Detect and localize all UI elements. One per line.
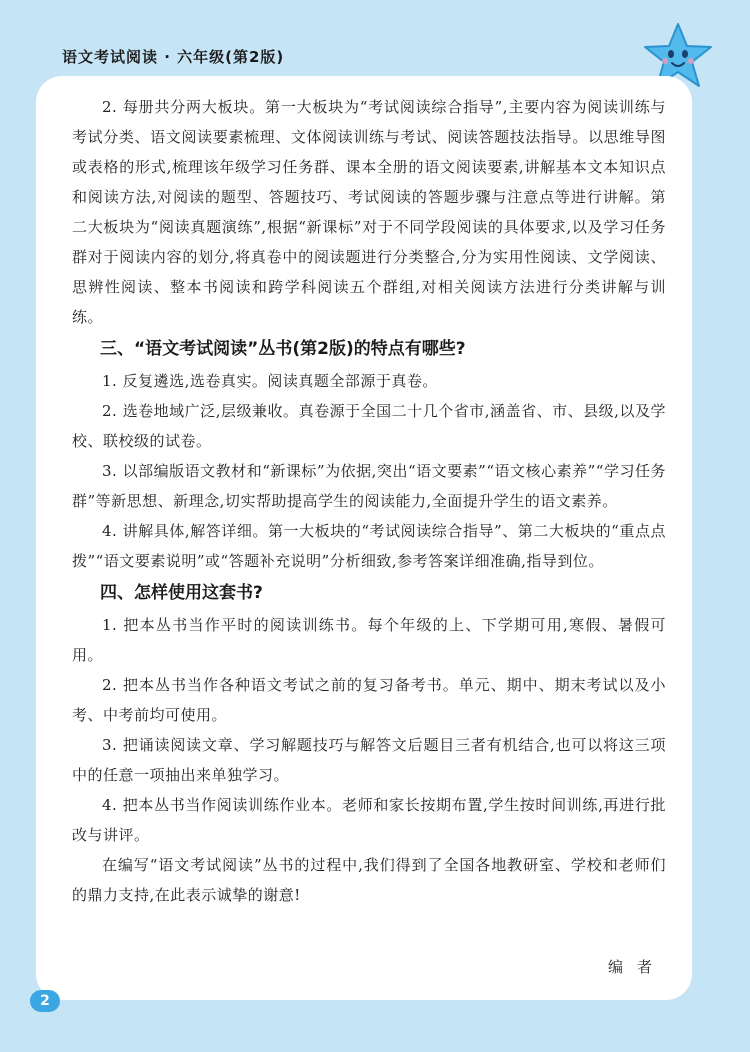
section-3-heading: 三、“语文考试阅读”丛书(第2版)的特点有哪些? xyxy=(100,339,466,359)
section-3-item: 4. 讲解具体,解答详细。第一大板块的“考试阅读综合指导”、第二大板块的“重点点拨”“语文要素说明”或“答题补充说明”分析细致,参考答案详细准确,指导到位。 xyxy=(72,522,666,570)
intro-paragraph: 2. 每册共分两大板块。第一大板块为“考试阅读综合指导”,主要内容为阅读训练与考试分类、语文阅读要素梳理、文体阅读训练与考试、阅读答题技法指导。以思维导图或表格的形式,梳理该年级学习任务群、课本全册的语文阅读要素,讲解基本文本知识点和阅读方法,对阅读的题型、答题技巧、考试阅读的答题步骤与注意点等进行讲解。第二大板块为“阅读真题演练”,根据“新课标”对于不同学段阅读的具体要求,以及学习任务群对于阅读内容的划分,将真卷中的阅读题进行分类整合,分为实用性阅读、文学阅读、思辨性阅读、整本书阅读和跨学科阅读五个群组,对相关阅读方法进行分类讲解与训练。 xyxy=(72,98,666,326)
section-4-item: 4. 把本丛书当作阅读训练作业本。老师和家长按期布置,学生按时间训练,再进行批改与讲评。 xyxy=(72,796,666,844)
section-3-item: 1. 反复遴选,选卷真实。阅读真题全部源于真卷。 xyxy=(102,372,438,390)
page-number: 2 xyxy=(30,990,60,1012)
closing-paragraph: 在编写“语文考试阅读”丛书的过程中,我们得到了全国各地教研室、学校和老师们的鼎力支持,在此表示诚挚的谢意! xyxy=(72,856,666,904)
section-3-item: 3. 以部编版语文教材和“新课标”为依据,突出“语文要素”“语文核心素养”“学习任务群”等新思想、新理念,切实帮助提高学生的阅读能力,全面提升学生的语文素养。 xyxy=(72,462,666,510)
page-content xyxy=(72,92,666,910)
header-title: 语文考试阅读 · 六年级(第2版) xyxy=(62,48,285,66)
signature: 编者 xyxy=(608,958,667,976)
section-4-heading: 四、怎样使用这套书? xyxy=(100,583,263,603)
section-3-item: 2. 选卷地域广泛,层级兼收。真卷源于全国二十几个省市,涵盖省、市、县级,以及学校、联校级的试卷。 xyxy=(72,402,666,450)
section-4-item: 1. 把本丛书当作平时的阅读训练书。每个年级的上、下学期可用,寒假、暑假可用。 xyxy=(72,616,666,664)
section-4-item: 3. 把诵读阅读文章、学习解题技巧与解答文后题目三者有机结合,也可以将这三项中的任意一项抽出来单独学习。 xyxy=(72,736,666,784)
section-4-item: 2. 把本丛书当作各种语文考试之前的复习备考书。单元、期中、期末考试以及小考、中考前均可使用。 xyxy=(72,676,666,724)
